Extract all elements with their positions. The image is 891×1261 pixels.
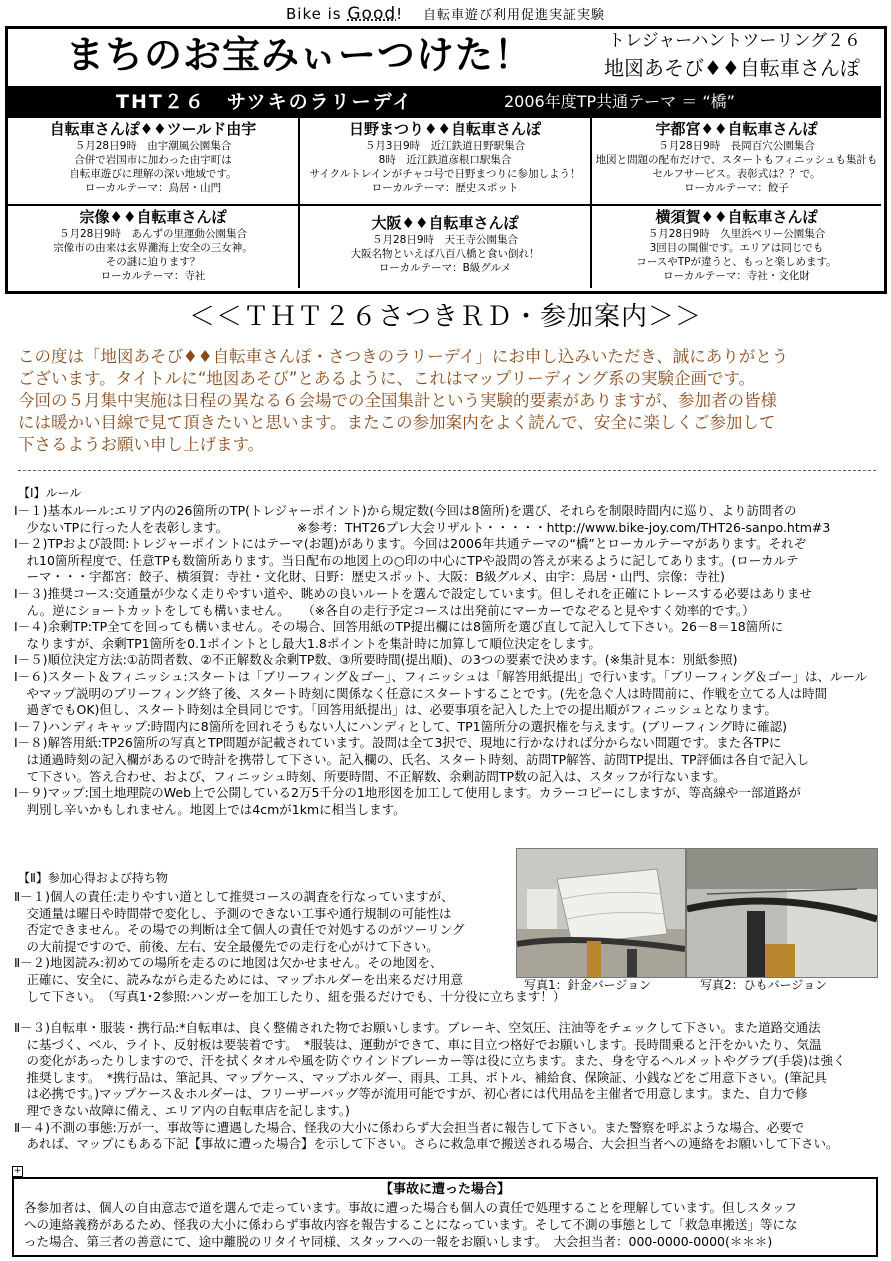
venue-cell [8, 206, 298, 288]
venue-line: ローカルテーマ：鳥居・山門 [84, 182, 222, 194]
guideline-line: 否定できません。その場での判断は全て個人の責任で対処するのがツーリング [14, 922, 465, 938]
venue-title: 宗像♦♦自転車さんぽ [79, 208, 227, 226]
venue-line: ローカルテーマ：寺社 [100, 270, 206, 282]
accident-title: 【事故に遭った場合】 [379, 1182, 510, 1197]
rule-line: 判別し辛いかもしれません。地図上では4cmが1kmに相当します。 [14, 801, 406, 817]
rule-line: やマップ説明のブリーフィング終了後、スタート時刻に関係なく任意にスタートすることです。(先を急ぐ人は時間前に、作戦を立てる人は時間 [14, 685, 828, 701]
venue-title: 大阪♦♦自転車さんぽ [371, 214, 519, 232]
venue-title: 自転車さんぽ♦♦ツールド由宇 [49, 120, 257, 138]
venue-grid [8, 118, 881, 288]
rule-line: Ⅰ－７)ハンディキャップ:時間内に8箇所を回れそうもない人にハンディとして、TP1箇所分の選択権を与えます。(ブリーフィング時に確認) [14, 718, 787, 734]
intro-line: この度は「地図あそび♦♦自転車さんぽ・さつきのラリーデイ」にお申し込みいただき、誠にありがとう [18, 347, 789, 366]
guideline-line: 推奨します。 *携行品は、筆記具、マップケース、マップホルダー、雨具、工具、ボトル、補給食、保険証、小銭などをご用意下さい。(筆記具 [14, 1069, 827, 1085]
plus-box-icon[interactable]: + [13, 1166, 22, 1176]
guideline-line: 交通量は曜日や時間帯で変化し、予測のできない工事や通行規制の可能性は [14, 905, 452, 921]
grid-divider [298, 118, 300, 288]
guideline-line: Ⅱ－１)個人の責任:走りやすい道として推奨コースの調査を行なっていますが、 [14, 889, 454, 904]
intro-line: には暖かい目線で見て頂きたいと思います。またこの参加案内をよく読んで、安全に楽しくご参加して [18, 413, 776, 432]
main-title: まちのお宝みぃーつけた！ [66, 33, 533, 77]
rule-line: Ⅰ－８)解答用紙:TP26箇所の写真とTP問題が記載されています。設問は全て3択で、現地に行かなければ分からない問題です。また各TPに [14, 735, 782, 751]
venue-line: 大阪名物といえば八百八橋と食い倒れ！ [350, 248, 540, 260]
guideline-line: 正確に、安全に、読みながら走るためには、マップホルダーを出来るだけ用意 [14, 971, 464, 987]
accident-line: への連絡義務があるため、怪我の大小に係わらず事故内容を報告することになっています。そして不測の事態として「救急車搬送」等にな [24, 1217, 798, 1232]
rule-line: は通過時刻の記入欄があるので時計を携帯して下さい。記入欄の、氏名、スタート時刻、訪問TP解答、訪問TP提出、TP評価は各自で記入し [14, 751, 810, 767]
venue-line: 宗像市の由来は玄界灘海上安全の三女神。 [53, 242, 253, 254]
venue-line: 自転車遊びに理解の深い地域です。 [69, 168, 237, 180]
venue-title: 日野まつり♦♦自転車さんぽ [349, 120, 541, 138]
venue-title: 横須賀♦♦自転車さんぽ [655, 208, 818, 226]
tagline [0, 3, 891, 25]
rule-line: Ⅰ－４)余剰TP:TP全てを回っても構いません。その場合、回答用紙のTP提出欄には8箇所を選び直して記入して下さい。26－8＝18箇所に [14, 619, 784, 635]
venue-cell [592, 206, 881, 288]
accident-body [24, 1199, 798, 1250]
venue-line: ローカルテーマ：歴史スポット [371, 182, 519, 194]
rule-line: Ⅰ－６)スタート＆フィニッシュ:スタートは「ブリーフィング＆ゴー」、フィニッシュは「解答用紙提出」で行います。「ブリーフィング＆ゴー」は、ルール [14, 668, 868, 684]
rule-line: なりますが、余剰TP1箇所を0.1ポイントとし最大1.8ポイントを集計時に加算して順位決定をします。 [14, 635, 601, 651]
accident-line: った場合、第三者の善意にて、途中離脱のリタイヤ同様、スタッフへの一報をお願いします。 大会担当者：000-0000-0000(＊＊＊) [24, 1234, 773, 1249]
tagline-en-c: ! [396, 5, 404, 23]
rule-line: れ10箇所程度で、任意TPも数箇所あります。当日配布の地図上の○印の中心にTPや設問の答えが来るように記してあります。(ローカルテ [14, 552, 799, 568]
intro-line: 今回の５月集中実施は日程の異なる６会場での全国集計という実験的要素がありますが、参加者の皆様 [18, 391, 777, 410]
venue-title: 宇都宮♦♦自転車さんぽ [655, 120, 818, 138]
guideline-line: の大前提ですので、前後、左右、安全最優先での走行を心がけて下さい。 [14, 938, 439, 954]
intro-line: 下さるようお願い申し上げます。 [18, 435, 265, 454]
rule-line: 少ないTPに行った人を表彰します。 ※参考：THT26プレ大会リザルト・・・・・http://www.bike-joy.com/THT26-sanpo.htm#3 [14, 519, 831, 535]
rule-line: Ⅰ－２)TPおよび設問:トレジャーポイントにはテーマ(お題)があります。今回は2006年共通テーマの“橋”とローカルテーマがあります。それぞ [14, 536, 807, 552]
header-subtitle-2: 地図あそび♦♦自転車さんぽ [604, 56, 860, 80]
rule-line: ん。逆にショートカットをしても構いません。 （※各自の走行予定コースは出発前にマーカーでなぞると見やすく効率的です。） [14, 602, 755, 618]
photo-caption-2: 写真2：ひもバージョン [700, 978, 828, 992]
guideline-line: に基づく、ベル、ライト、反射板は要装着です。 *服装は、運動ができて、車に目立つ格好でお願いします。長時間乗ると汗をかいたり、気温 [14, 1036, 822, 1052]
header-band [8, 86, 881, 118]
venue-line: ５月28日9時 天王寺公園集合 [371, 234, 519, 246]
venue-line: 8時 近江鉄道彦根口駅集合 [378, 154, 512, 166]
venue-cell [8, 118, 298, 204]
section-heading-guidelines: 【Ⅱ】参加心得および持ち物 [18, 871, 168, 885]
tagline-en-b: Good [347, 4, 397, 24]
grid-divider [590, 118, 592, 288]
venue-line: 合併で岩国市に加わった由宇町は [74, 154, 232, 166]
venue-cell [300, 206, 590, 288]
guideline-line: の変化があったりしますので、汗を拭くタオルや風を防ぐウインドブレーカー等は役に立ちます。また、身を守るヘルメットやグラブ(手袋)は強く [14, 1053, 846, 1069]
venue-line: セルフサービス。表彰式は？？で。 [652, 168, 821, 180]
grid-divider [8, 204, 881, 206]
accident-box [12, 1177, 878, 1257]
venue-line: 地図と問題の配布だけで、スタートもフィニッシュも集計も [595, 154, 878, 166]
venue-line: サイクルトレインがチャコ号で日野まつりに参加しよう！ [309, 168, 581, 180]
guidelines-full [14, 1020, 846, 1153]
rule-line: Ⅰ－１)基本ルール:エリア内の26箇所のTP(トレジャーポイント)から規定数(今回は8箇所)を選び、それらを制限時間内に巡り、より訪問者の [14, 503, 797, 518]
venue-line: ５月28日9時 長岡百穴公園集合 [658, 140, 815, 152]
guideline-line: Ⅱ－４)不測の事態:万が一、事故等に遭遇した場合、怪我の大小に係わらず大会担当者に報告して下さい。また警察を呼ぶような場合、必要で [14, 1119, 805, 1135]
photo-wire-holder [516, 848, 686, 978]
venue-cell [300, 118, 590, 204]
guideline-line: して下さい。 （写真1･2参照:ハンガーを加工したり、紐を張るだけでも、十分役に立ちます！） [14, 988, 566, 1004]
common-theme: 2006年度TP共通テーマ ＝ “橋” [504, 92, 735, 111]
bike-handlebar-image [687, 849, 877, 977]
intro-line: ございます。タイトルに“地図あそび”とあるように、これはマップリーディング系の実験企画です。 [18, 369, 756, 388]
header-subtitle: トレジャーハントツーリング２６ [608, 31, 862, 51]
intro-paragraph [18, 346, 878, 456]
rules-body [14, 503, 867, 818]
venue-line: ５月28日9時 由宇潮風公園集合 [74, 140, 232, 152]
rule-line: Ⅰ－３)推奨コース:交通量が少なく走りやすい道や、眺めの良いルートを選んで設定しています。但しそれを正確にトレースする必要はありませ [14, 585, 812, 601]
rule-line: Ⅰ－５)順位決定方法:①訪問者数、②不正解数＆余剰TP数、③所要時間(提出順)、の3つの要素で決めます。(※集計見本：別紙参照) [14, 652, 738, 668]
rule-line: Ⅰ－９)マップ:国土地理院のWeb上で公開している2万5千分の1地形図を加工して使用します。カラーコピーにしますが、等高線や一部道路が [14, 785, 801, 801]
tagline-en-a: Bike is [286, 5, 348, 23]
event-name: THT２６ サツキのラリーデイ [116, 91, 414, 113]
venue-line: ５月28日9時 あんずの里運動公園集合 [58, 228, 248, 240]
rule-line: て下さい。答え合わせ、および、フィニッシュ時刻、所要時間、不正解数、余剰訪問TP数の記入は、スタッフが行ないます。 [14, 768, 726, 784]
rule-line: 過ぎでもOK)但し、スタート時刻は全員同じです。「回答用紙提出」は、必要事項を記入した上での提出順がフィニッシュとなります。 [14, 702, 777, 718]
venue-line: ローカルテーマ：B級グルメ [378, 262, 512, 274]
guidelines-left [14, 889, 565, 1005]
divider [18, 470, 876, 471]
venue-line: その謎に迫ります？ [105, 256, 201, 268]
bike-handlebar-image [517, 849, 685, 977]
section-heading-rules: 【Ⅰ】ルール [18, 486, 82, 500]
venue-line: ５月28日9時 久里浜ペリー公園集合 [647, 228, 826, 240]
photo-string-holder [686, 848, 878, 978]
tagline-ja: 自転車遊び利用促進実証実験 [422, 8, 605, 23]
guideline-line: Ⅱ－２)地図読み:初めての場所を走るのに地図は欠かせません。その地図を、 [14, 955, 443, 971]
accident-line: 各参加者は、個人の自由意志で道を選んで走っています。事故に遭った場合も個人の責任で処理することを理解しています。但しスタッフ [24, 1200, 798, 1215]
guideline-line: 理できない故障に備え、エリア内の自転車店を記します。) [14, 1102, 350, 1118]
venue-cell [592, 118, 881, 204]
rule-line: ーマ・・・宇都宮：餃子、横須賀：寺社・文化財、日野：歴史スポット、大阪：B級グルメ、由宇：鳥居・山門、宗像：寺社) [14, 569, 725, 585]
guide-title: ＜＜ＴＨＴ２６さつきＲＤ・参加案内＞＞ [188, 302, 702, 332]
venue-line: 3回目の開催です。エリアは同じでも [649, 242, 824, 254]
venue-line: コースやTPが違うと、もっと楽しめます。 [636, 256, 837, 268]
venue-line: ローカルテーマ：寺社・文化財 [663, 270, 810, 282]
guideline-line: は必携です。)マップケース＆ホルダーは、フリーザーバッグ等が流用可能ですが、初心者には代用品を主催者で用意します。また、自力で修 [14, 1086, 808, 1102]
photo-caption-1: 写真1：針金バージョン [524, 978, 652, 992]
guideline-line: Ⅱ－３)自転車・服装・携行品:*自転車は、良く整備された物でお願いします。ブレーキ、空気圧、注油等をチェックして下さい。また道路交通法 [14, 1020, 821, 1035]
guideline-line: あれば、マップにもある下記【事故に遭った場合】を示して下さい。さらに救急車で搬送される場合、大会担当者への連絡をお願いして下さい。 [14, 1136, 839, 1152]
venue-line: ５月3日9時 近江鉄道日野駅集合 [364, 140, 526, 152]
venue-line: ローカルテーマ：餃子 [684, 182, 789, 194]
